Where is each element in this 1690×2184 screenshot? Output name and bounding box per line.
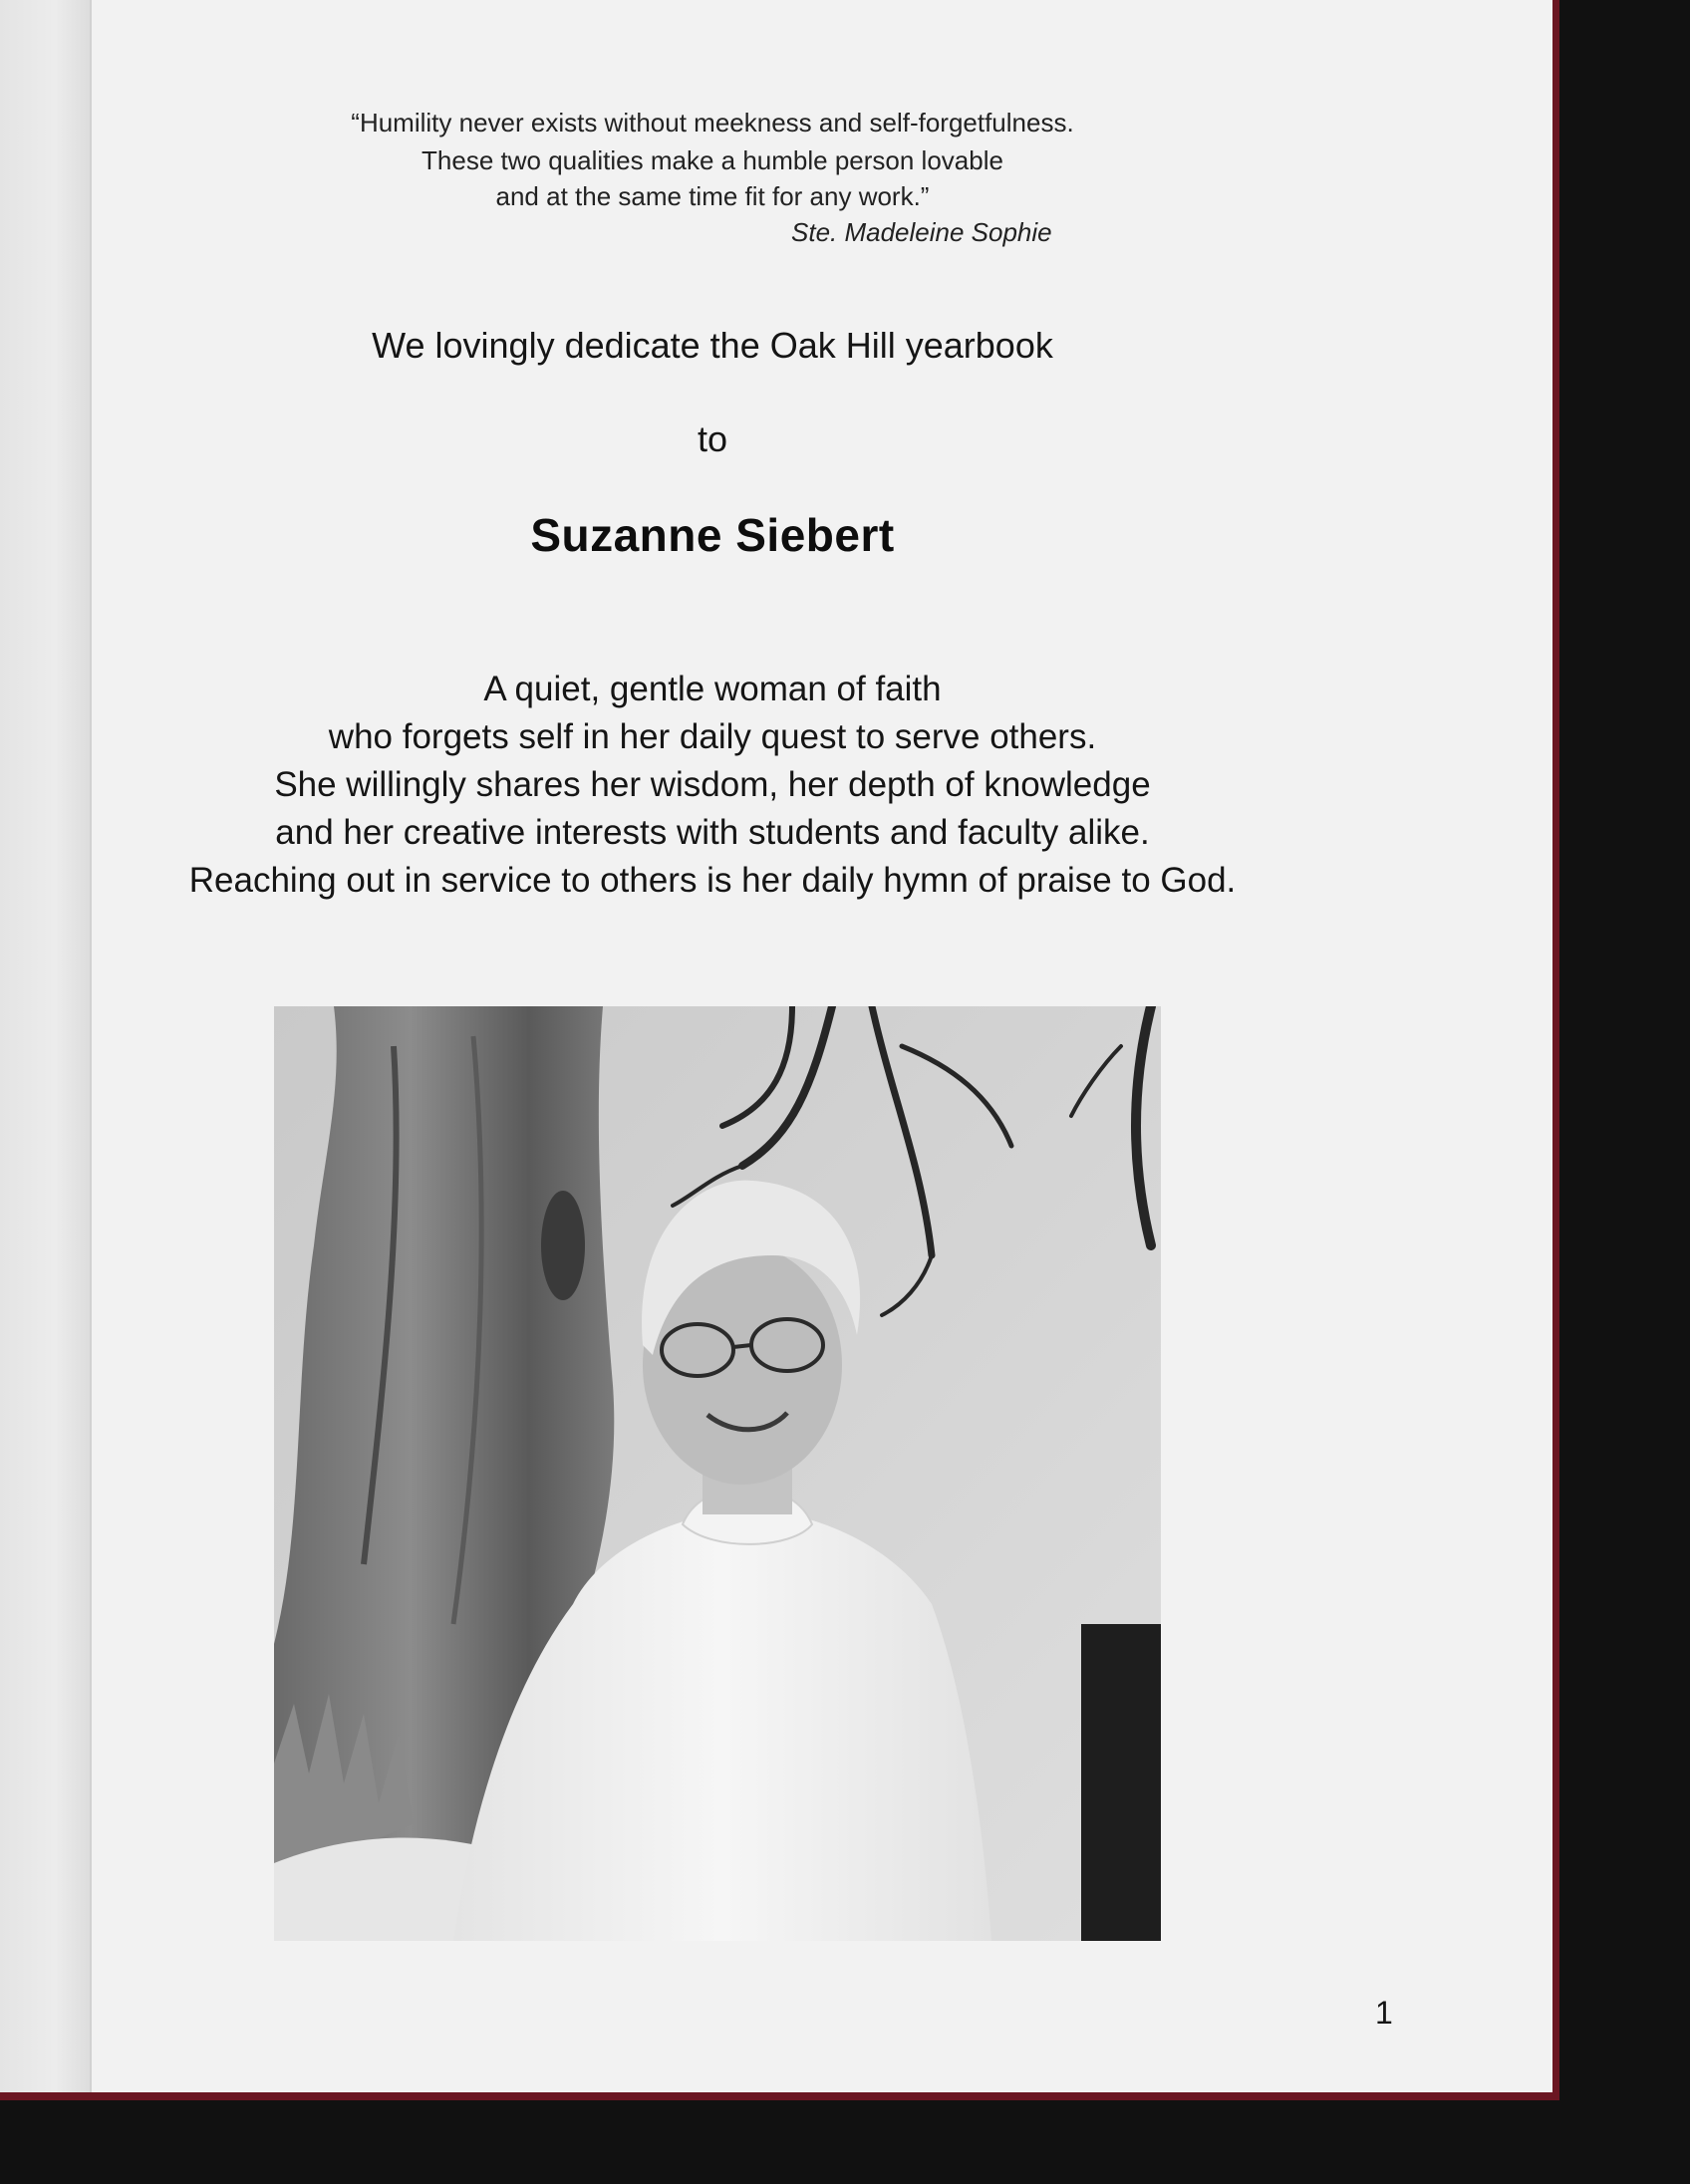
tribute-line-3: She willingly shares her wisdom, her depth of knowledge	[274, 765, 1151, 804]
gutter-divider	[90, 0, 92, 2092]
quote-line-3: and at the same time fit for any work.”	[495, 181, 930, 211]
tribute-line-5: Reaching out in service to others is her daily hymn of praise to God.	[188, 861, 1237, 900]
tribute-line-2: who forgets self in her daily quest to serve others.	[328, 717, 1097, 756]
dedication-connector: to	[697, 418, 728, 459]
page-number: 1	[1375, 1995, 1393, 2031]
quote-line-2: These two qualities make a humble person lovable	[422, 145, 1003, 175]
tribute-line-1: A quiet, gentle woman of faith	[483, 670, 942, 708]
quote-line-1: “Humility never exists without meekness and self-forgetfulness.	[351, 108, 1074, 137]
tribute-line-4: and her creative interests with students and faculty alike.	[275, 813, 1150, 852]
quote-attribution: Ste. Madeleine Sophie	[791, 217, 1052, 247]
dedication-statement: We lovingly dedicate the Oak Hill yearbook	[372, 325, 1053, 366]
portrait-photo	[274, 1006, 1161, 1941]
honoree-name: Suzanne Siebert	[530, 509, 895, 561]
portrait-photo-icon	[274, 1006, 1161, 1941]
page-gutter	[0, 0, 92, 2092]
